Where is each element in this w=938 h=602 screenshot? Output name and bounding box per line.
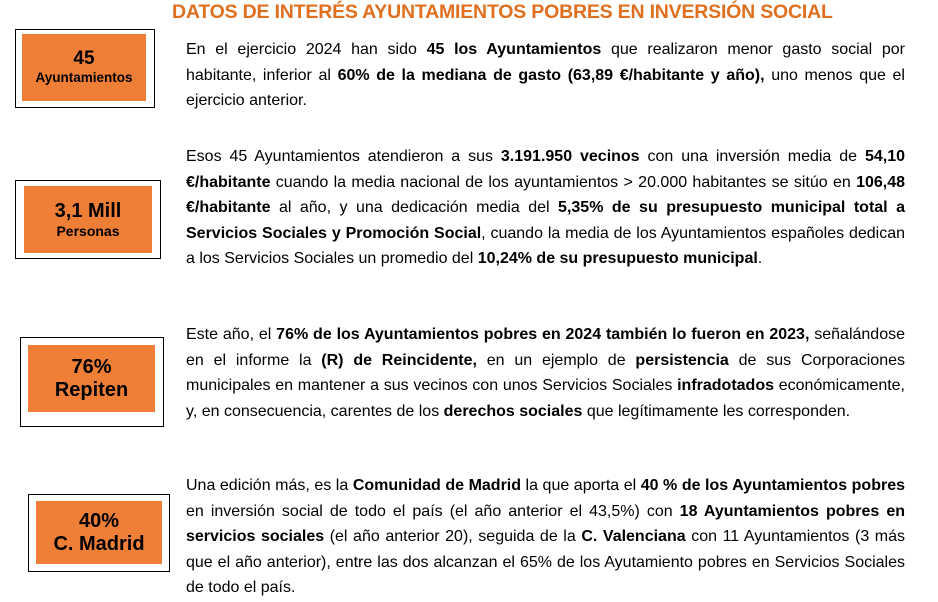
- text-run: en un ejemplo de: [476, 351, 636, 369]
- text-run: con 11 Ayuntamientos (3 más que el año anterior), entre las dos alcanzan el 65% de los Ayutamiento pobres en Servicios Sociales de todo el país.: [186, 528, 906, 596]
- paragraph-vecinos: [186, 144, 905, 272]
- bold-text-run: 10,24% de su presupuesto municipal: [477, 250, 758, 267]
- badge-value: 3,1 Mill: [54, 199, 122, 222]
- bold-text-run: 40 % de los Ayuntamientos pobres: [640, 477, 905, 494]
- bold-text-run: 106,48 €/habitante: [186, 173, 905, 216]
- bold-text-run: 18 Ayuntamientos pobres en servicios sociales: [186, 502, 906, 545]
- text-run: Una edición más, es la: [186, 477, 353, 494]
- bold-text-run: infradotados: [677, 377, 774, 394]
- bold-text-run: persistencia: [635, 351, 729, 369]
- text-run: .: [757, 250, 763, 267]
- text-run: con una inversión media de: [639, 148, 865, 165]
- bold-text-run: 3.191.950 vecinos: [500, 148, 640, 165]
- text-run: Esos 45 Ayuntamientos atendieron a sus: [186, 148, 501, 165]
- badge-ayuntamientos: [22, 34, 146, 101]
- badge-value: 76%: [71, 355, 112, 378]
- paragraph-madrid: [186, 473, 905, 601]
- paragraph-ayuntamientos: [186, 37, 905, 114]
- text-run: uno menos que el ejercicio anterior.: [186, 66, 905, 109]
- bold-text-run: 45 los Ayuntamientos: [426, 41, 602, 58]
- text-run: que realizaron menor gasto social por habitante, inferior al: [186, 41, 905, 84]
- text-run: que legítimamente les corresponden.: [582, 402, 851, 420]
- badge-value: 45: [73, 48, 95, 70]
- page-title: DATOS DE INTERÉS AYUNTAMIENTOS POBRES EN INVERSIÓN SOCIAL: [172, 1, 833, 23]
- paragraph-reincidentes: [186, 322, 905, 424]
- bold-text-run: (R) de Reincidente,: [321, 351, 477, 369]
- badge-label: Repiten: [54, 378, 129, 401]
- bold-text-run: C. Valenciana: [581, 528, 686, 545]
- text-run: (el año anterior 20), seguida de la: [324, 528, 582, 545]
- text-run: Este año, el: [186, 326, 277, 343]
- text-run: al año, y una dedicación media del: [270, 199, 559, 216]
- badge-madrid: [36, 501, 162, 564]
- bold-text-run: derechos sociales: [443, 402, 583, 420]
- text-run: económicamente, y, en consecuencia, carentes de los: [186, 377, 906, 420]
- badge-label: Personas: [56, 222, 120, 239]
- bold-text-run: 54,10 €/habitante: [186, 148, 905, 191]
- text-run: de sus Corporaciones municipales en mantener a sus vecinos con unos Servicios Sociales: [186, 351, 905, 394]
- text-run: la que aporta el: [521, 477, 641, 494]
- text-run: cuando la media nacional de los ayuntamientos > 20.000 habitantes se sitúo en: [270, 173, 857, 191]
- text-run: señalándose en el informe la: [186, 326, 906, 369]
- text-run: En el ejercicio 2024 han sido: [186, 41, 427, 58]
- badge-personas: [24, 186, 152, 253]
- bold-text-run: Comunidad de Madrid: [352, 477, 522, 494]
- bold-text-run: 5,35% de su presupuesto municipal total a Servicios Sociales y Promoción Social: [186, 199, 906, 242]
- badge-repiten: [28, 345, 155, 412]
- bold-text-run: 60% de la mediana de gasto (63,89 €/habitante y año),: [337, 66, 765, 84]
- badge-value: 40%: [78, 509, 120, 532]
- text-run: , cuando la media de los Ayuntamientos españoles dedican a los Servicios Sociales un promedio del: [186, 224, 906, 267]
- bold-text-run: 76% de los Ayuntamientos pobres en 2024 también lo fueron en 2023,: [276, 326, 810, 343]
- text-run: en inversión social de todo el país (el año anterior el 43,5%) con: [186, 502, 680, 520]
- badge-label: C. Madrid: [53, 532, 145, 555]
- badge-label: Ayuntamientos: [35, 70, 133, 86]
